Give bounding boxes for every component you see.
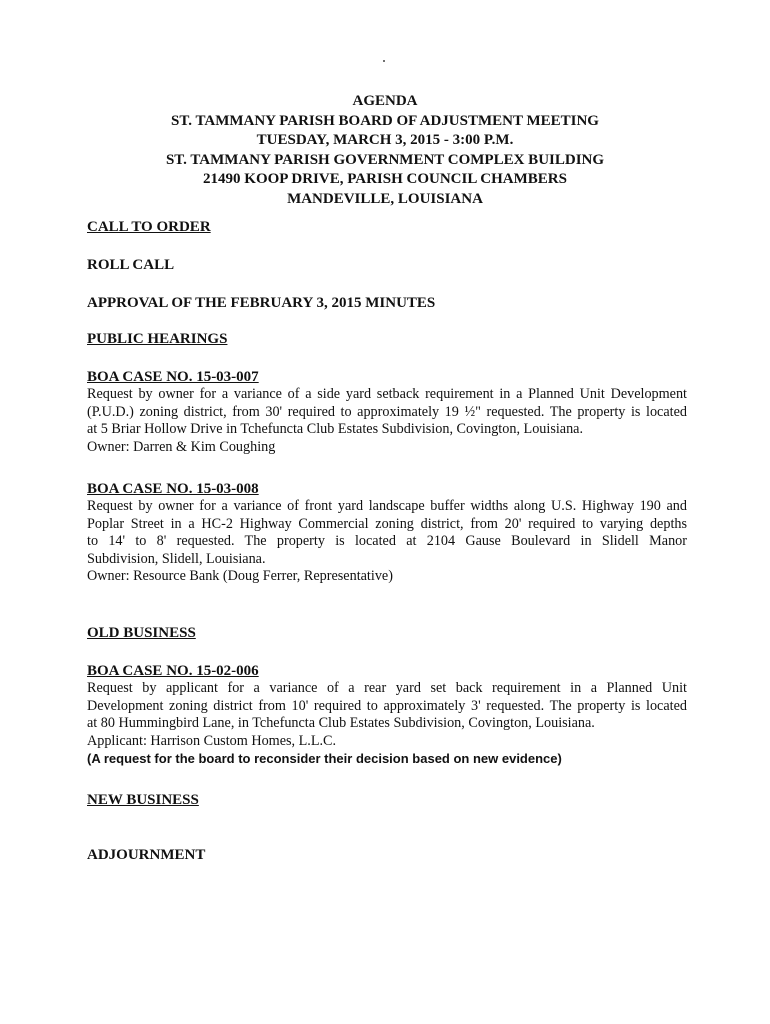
roll-call-heading: ROLL CALL <box>87 257 175 273</box>
header-address: 21490 KOOP DRIVE, PARISH COUNCIL CHAMBERS <box>203 171 567 187</box>
header-location: ST. TAMMANY PARISH GOVERNMENT COMPLEX BUILDING <box>165 151 605 168</box>
case-text-line: Poplar Street in a HC-2 Highway Commercial zoning district, from 20' required to varying depths <box>87 515 687 532</box>
case-text-line: Subdivision, Slidell, Louisiana. <box>87 550 266 567</box>
case-title: BOA CASE NO. 15-02-006 <box>87 663 259 679</box>
public-hearings-heading: PUBLIC HEARINGS <box>87 331 228 347</box>
case-15-03-007 <box>87 368 687 456</box>
adjournment-heading: ADJOURNMENT <box>87 847 206 863</box>
new-business-heading: NEW BUSINESS <box>87 792 199 808</box>
header-board: ST. TAMMANY PARISH BOARD OF ADJUSTMENT MEETING <box>171 112 599 129</box>
header-date: TUESDAY, MARCH 3, 2015 - 3:00 P.M. <box>256 132 514 148</box>
header-city: MANDEVILLE, LOUISIANA <box>287 190 483 207</box>
header-title: AGENDA <box>352 93 418 109</box>
case-text-line: Development zoning district from 10' required to approximately 3' requested. The property is located <box>87 697 687 714</box>
case-text-line: to 14' to 8' requested. The property is located at 2104 Gause Boulevard in Slidell Manor <box>87 533 687 549</box>
case-title: BOA CASE NO. 15-03-007 <box>87 369 259 385</box>
case-owner: Owner: Darren & Kim Coughing <box>87 438 276 455</box>
case-text-line: Request by owner for a variance of front yard landscape buffer widths along U.S. Highway 190 and <box>87 498 687 514</box>
case-15-02-006 <box>87 662 687 768</box>
old-business-heading: OLD BUSINESS <box>87 625 196 641</box>
case-text-line: Request by applicant for a variance of a rear yard set back requirement in a Planned Unit <box>87 680 687 696</box>
case-owner: Owner: Resource Bank (Doug Ferrer, Representative) <box>87 568 393 584</box>
case-applicant: Applicant: Harrison Custom Homes, L.L.C. <box>87 732 337 749</box>
approval-heading: APPROVAL OF THE FEBRUARY 3, 2015 MINUTES <box>87 295 436 311</box>
case-text-line: Request by owner for a variance of a side yard setback requirement in a Planned Unit Development <box>87 386 687 402</box>
case-title: BOA CASE NO. 15-03-008 <box>87 481 259 497</box>
case-15-03-008 <box>87 480 687 586</box>
case-note: (A request for the board to reconsider their decision based on new evidence) <box>87 751 562 766</box>
call-to-order-heading: CALL TO ORDER <box>87 219 211 235</box>
scan-speck <box>383 60 385 62</box>
agenda-header <box>60 92 710 209</box>
case-text-line: at 5 Briar Hollow Drive in Tchefuncta Club Estates Subdivision, Covington, Louisiana. <box>87 421 584 437</box>
case-text-line: (P.U.D.) zoning district, from 30' required to approximately 19 ½" requested. The property is located <box>87 403 687 420</box>
case-text-line: at 80 Hummingbird Lane, in Tchefuncta Club Estates Subdivision, Covington, Louisiana. <box>87 715 595 731</box>
